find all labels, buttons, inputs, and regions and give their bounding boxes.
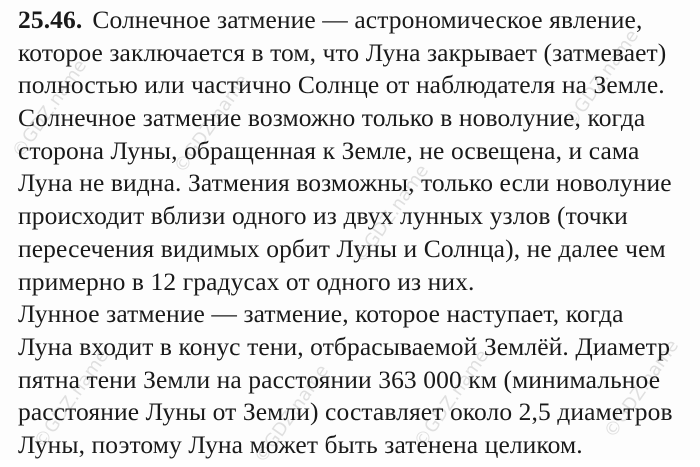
text-line: пересечения видимых орбит Луны и Солнца), не далее чем <box>18 233 666 263</box>
watermark: ©GDZ.name <box>350 160 434 268</box>
watermark: ©GDZ.name <box>250 360 334 467</box>
text-line: Луна входит в конус тени, отбрасываемой Землёй. Диаметр <box>18 331 671 361</box>
text-line <box>18 4 698 37</box>
problem-text <box>18 4 698 462</box>
text-line: Лунное затмение — затмение, которое наступает, когда <box>18 299 624 329</box>
text-line: расстояние Луны от Земли) составляет около 2,5 диаметров <box>18 397 673 427</box>
text-line-content: Солнечное затмение — астрономическое явление, <box>92 5 643 34</box>
text-line: полностью или частично Солнце от наблюдателя на Земле. <box>18 70 665 100</box>
text-line: Солнечное затмение возможно только в новолуние, когда <box>18 103 646 133</box>
watermark: ©GDZ.name <box>560 25 644 133</box>
text-line: Луна не видна. Затмения возможны, только если новолуние <box>18 168 672 198</box>
text-line: Луны, поэтому Луна может быть затенена целиком. <box>18 429 583 459</box>
text-line: которое заключается в том, что Луна закрывает (затмевает) <box>18 37 667 67</box>
watermark: ©GDZ.name <box>30 345 114 453</box>
problem-number: 25.46. <box>18 5 83 34</box>
text-line: пятна тени Земли на расстоянии 363 000 км (минимальное <box>18 364 661 394</box>
text-line: сторона Луны, обращенная к Земле, не освещена, и сама <box>18 135 640 165</box>
watermark: ©GDZ.name <box>600 335 684 443</box>
watermark: ©GDZ.name <box>8 55 92 163</box>
text-line: примерно в 12 градусах от одного из них. <box>18 266 475 296</box>
watermark: ©GDZ.name <box>410 345 494 453</box>
watermark: ©GDZ.name <box>170 70 254 178</box>
text-line: происходит вблизи одного из двух лунных узлов (точки <box>18 201 628 231</box>
